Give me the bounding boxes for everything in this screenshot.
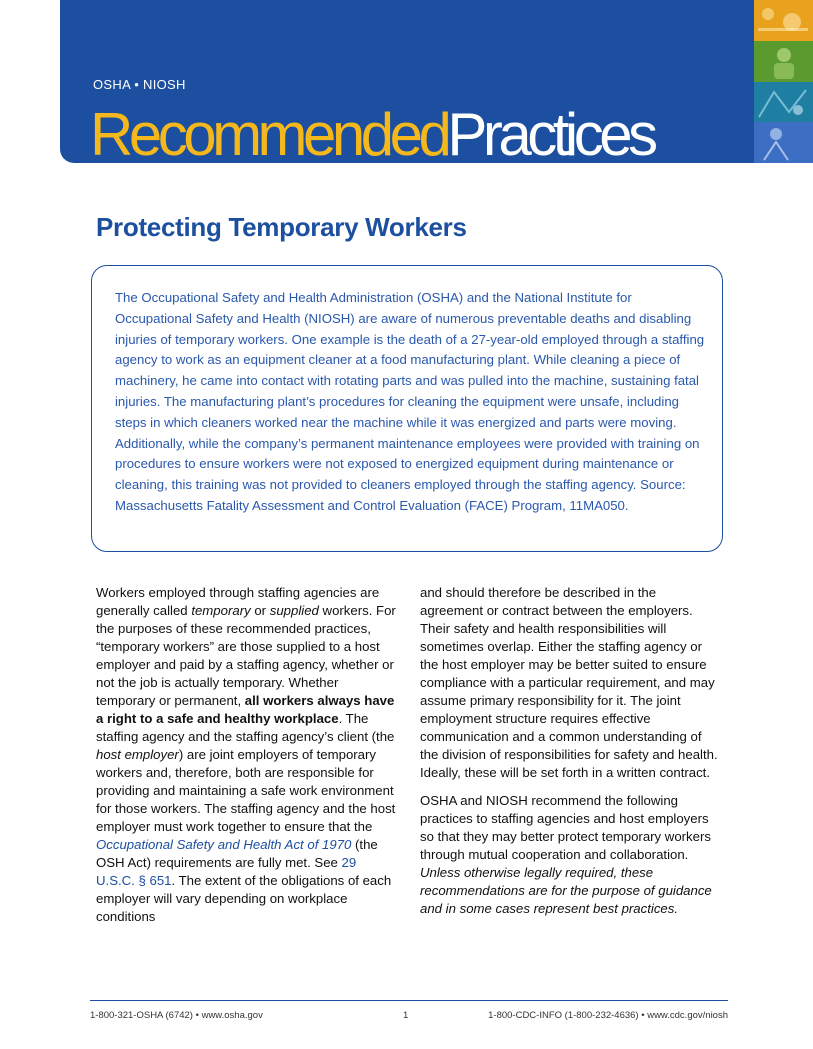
- body-column-left: [96, 584, 396, 926]
- masthead-practices: Practices: [447, 101, 654, 168]
- body-column-right: [420, 584, 720, 918]
- worker-photo-green: [754, 41, 813, 82]
- masthead-recommended: Recommended: [90, 101, 448, 168]
- body-paragraph: Workers employed through staffing agencies are generally called temporary or supplied workers. For the purposes of these recommended practices, “temporary workers” are those supplied to a host employer and paid by a staffing agency, whether or not the job is actually temporary. Whether temporary or permanent, all workers always have a right to a safe and healthy workplace. The staffing agency and the staffing agency’s client (the host employer) are joint employers of temporary workers and, therefore, both are responsible for providing and maintaining a safe work environment for those workers. The staffing agency and the host employer must work together to ensure that the Occupational Safety and Health Act of 1970 (the OSH Act) requirements are fully met. See 29 U.S.C. § 651. The extent of the obligations of each employer will vary depending on workplace conditions: [96, 585, 396, 924]
- body-paragraph: and should therefore be described in the agreement or contract between the employers. Their safety and health responsibilities will sometimes overlap. Either the staffing agency or the host employer may be better suited to ensure compliance with a particular requirement, and may assume primary responsibility for it. The joint employment structure requires effective communication and a common understanding of the division of responsibilities for safety and health. Ideally, these will be set forth in a written contract.: [420, 585, 718, 780]
- org-line: OSHA • NIOSH: [93, 77, 186, 92]
- worker-photo-orange: [754, 0, 813, 41]
- body-paragraph: OSHA and NIOSH recommend the following practices to staffing agencies and host employers so that they may better protect temporary workers through mutual cooperation and collaboration. Unless otherwise legally required, these recommendations are for the purpose of guidance and in some cases represent best practices.: [420, 793, 712, 916]
- osh-act-link[interactable]: Occupational Safety and Health Act of 1970: [96, 837, 352, 852]
- header-photo-strip: [754, 0, 813, 163]
- footer-osha-contact: 1-800-321-OSHA (6742) • www.osha.gov: [90, 1010, 263, 1021]
- usc-651-link[interactable]: 29 U.S.C. § 651: [96, 855, 357, 888]
- document-title: Protecting Temporary Workers: [96, 212, 467, 242]
- worker-photo-blue: [754, 122, 813, 163]
- footer-cdc-contact: 1-800-CDC-INFO (1-800-232-4636) • www.cdc.gov/niosh: [488, 1010, 728, 1021]
- summary-callout-text: The Occupational Safety and Health Administration (OSHA) and the National Institute for Occupational Safety and Health (NIOSH) are aware of numerous preventable deaths and disabling injuries of temporary workers. One example is the death of a 27-year-old employed through a staffing agency to work as an equipment cleaner at a food manufacturing plant. While cleaning a piece of machinery, he came into contact with rotating parts and was pulled into the machine, sustaining fatal injuries. The manufacturing plant’s procedures for cleaning the equipment were unsafe, including steps in which cleaners worked near the machine while it was energized and parts were moving. Additionally, while the company’s permanent maintenance employees were provided with training on procedures to ensure workers were not exposed to energized equipment during maintenance or cleaning, this training was not provided to cleaners employed through the staffing agency. Source: Massachusetts Fatality Assessment and Control Evaluation (FACE) Program, 11MA050.: [115, 290, 705, 513]
- footer-divider: [90, 1000, 728, 1001]
- masthead-title: [90, 96, 654, 174]
- page-number: 1: [403, 1010, 409, 1021]
- worker-photo-teal: [754, 82, 813, 123]
